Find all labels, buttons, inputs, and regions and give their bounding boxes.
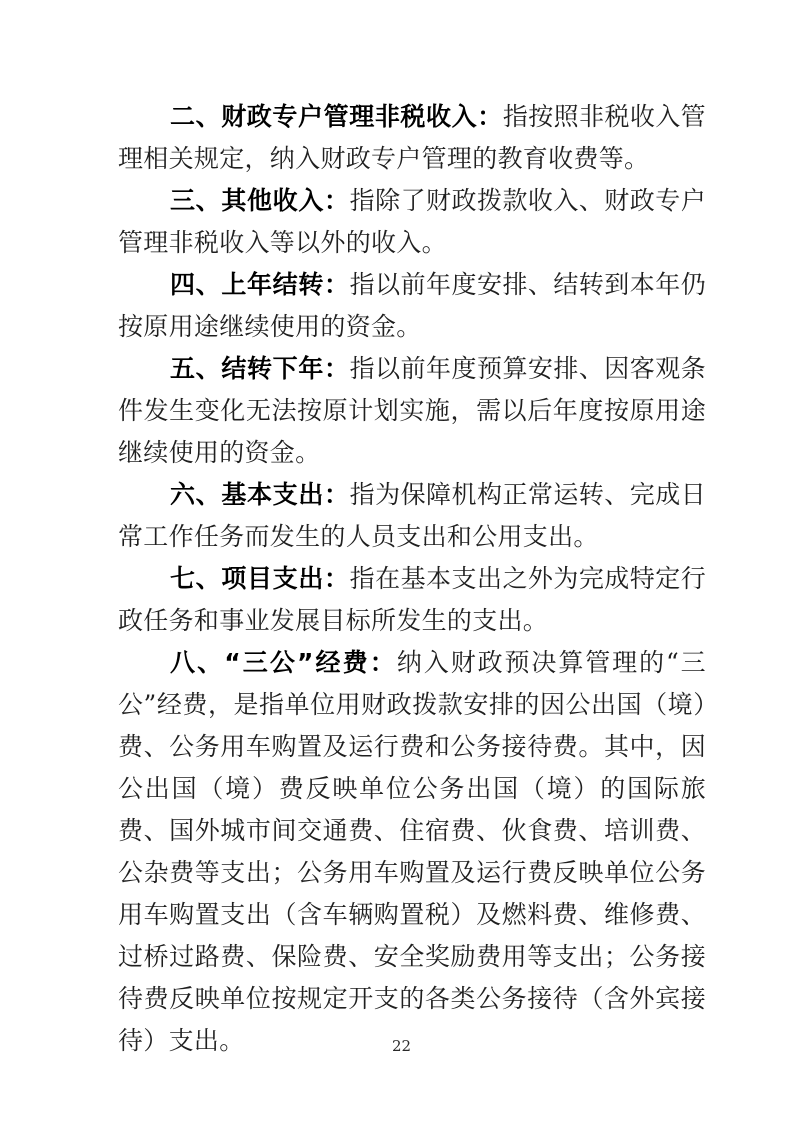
section-body: 纳入财政预决算管理的“三公”经费，是指单位用财政拨款安排的因公出国（境）费、公务用车购置及运行费和公务接待费。其中，因公出国（境）费反映单位公务出国（境）的国际旅费、国外城市间交通费、住宿费、伙食费、培训费、公杂费等支出；公务用车购置及运行费反映单位公务用车购置支出（含车辆购置税）及燃料费、维修费、过桥过路费、保险费、安全奖励费用等支出；公务接待费反映单位按规定开支的各类公务接待（含外宾接待）支出。 (118, 648, 706, 1055)
paragraph-section-7 (118, 558, 706, 642)
section-heading: 二、财政专户管理非税收入： (170, 102, 503, 131)
section-body: 指以前年度预算安排、因客观条件发生变化无法按原计划实施，需以后年度按原用途继续使用的资金。 (118, 354, 706, 467)
section-body: 指以前年度安排、结转到本年仍按原用途继续使用的资金。 (118, 270, 706, 341)
section-heading: 四、上年结转： (170, 270, 350, 299)
paragraph-section-5 (118, 348, 706, 474)
section-heading: 七、项目支出： (170, 564, 350, 593)
page-number: 22 (391, 1037, 412, 1055)
paragraph-section-4 (118, 264, 706, 348)
section-heading: 六、基本支出： (170, 480, 350, 509)
paragraph-section-8 (118, 642, 706, 1062)
section-heading: 五、结转下年： (170, 354, 350, 383)
paragraph-section-2 (118, 96, 706, 180)
section-heading: 三、其他收入： (170, 186, 350, 215)
paragraph-section-3 (118, 180, 706, 264)
paragraph-section-6 (118, 474, 706, 558)
section-body: 指除了财政拨款收入、财政专户管理非税收入等以外的收入。 (118, 186, 706, 257)
section-body: 指按照非税收入管理相关规定，纳入财政专户管理的教育收费等。 (118, 102, 706, 173)
page-text-block (118, 96, 706, 1062)
section-body: 指为保障机构正常运转、完成日常工作任务而发生的人员支出和公用支出。 (118, 480, 706, 551)
section-heading: 八、“三公”经费： (170, 648, 397, 677)
section-body: 指在基本支出之外为完成特定行政任务和事业发展目标所发生的支出。 (118, 564, 706, 635)
